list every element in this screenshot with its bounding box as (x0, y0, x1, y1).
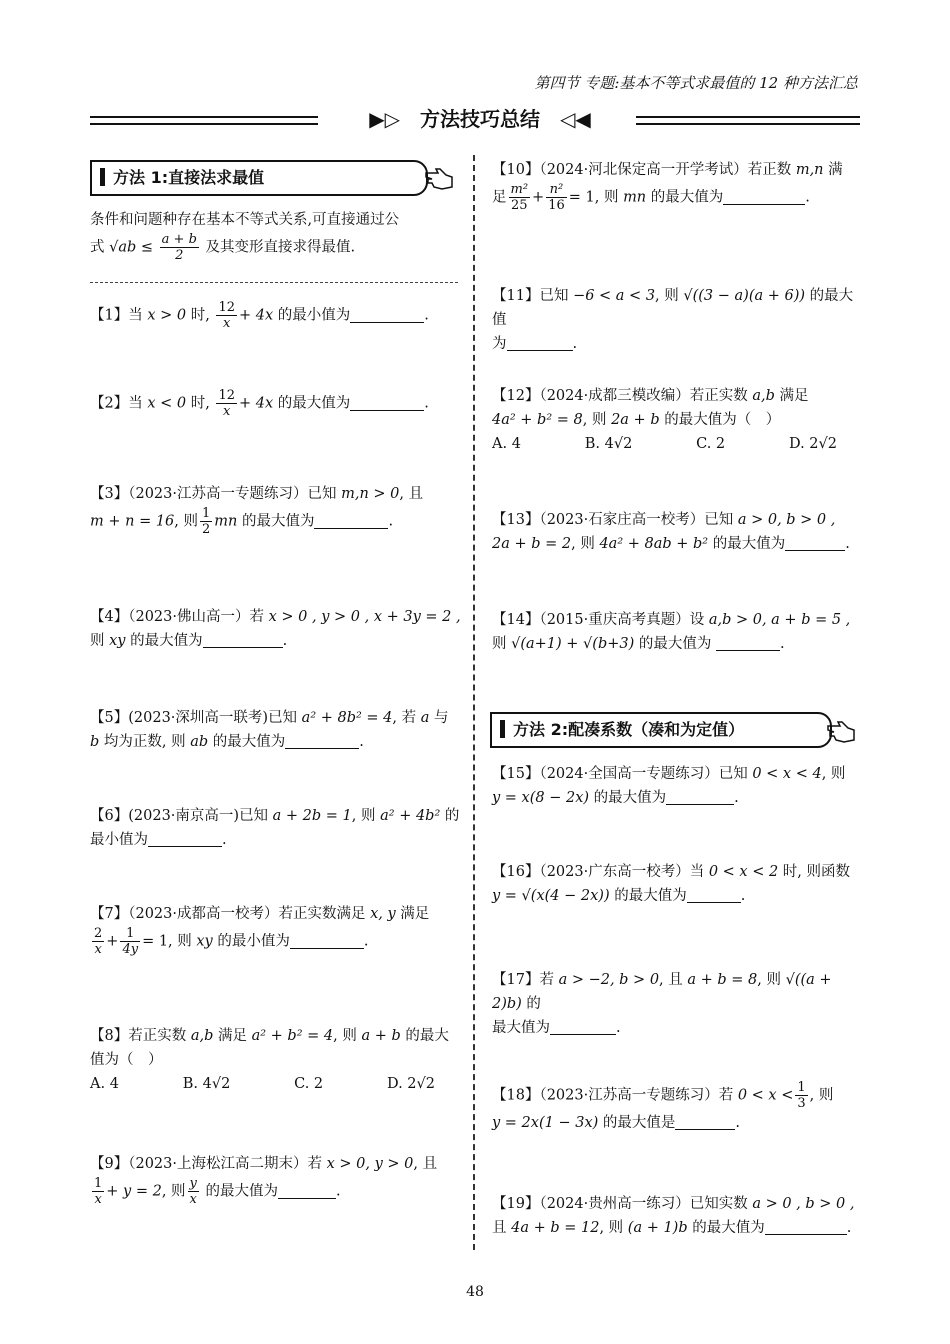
option-b[interactable]: B. 4√2 (584, 436, 633, 452)
column-divider (473, 155, 475, 1250)
banner-rule-left (90, 116, 318, 125)
method-1-box (90, 160, 428, 196)
answer-blank[interactable] (290, 932, 364, 949)
answer-blank[interactable] (687, 886, 741, 903)
banner-rule-right (636, 116, 860, 125)
answer-blank[interactable] (148, 830, 222, 847)
question-19: 【19】（2024·贵州高一练习）已知实数 a > 0 , b > 0 , 且 4a + b = 12, 则 (a + 1)b 的最大值为 . (492, 1196, 855, 1236)
question-13: 【13】（2023·石家庄高一校考）已知 a > 0, b > 0 , 2a + b = 2, 则 4a² + 8ab + b² 的最大值为 . (492, 512, 850, 552)
method-1-label: 方法 1:直接法求最值 (113, 168, 265, 187)
question-11: 【11】已知 −6 < a < 3, 则 √((3 − a)(a + 6)) 的最大值 为 . (492, 288, 854, 352)
method-bar-icon (100, 168, 105, 186)
answer-blank[interactable] (285, 732, 359, 749)
answer-blank[interactable] (716, 634, 780, 651)
banner-title: ▶▷ 方法技巧总结 ◁◀ (369, 107, 591, 131)
option-b[interactable]: B. 4√2 (182, 1076, 231, 1092)
question-18: 【18】（2023·江苏高一专题练习）若 0 < x < $\frac{1}{3}$ , 则 y = 2x(1 − 3x) 的最大值是 . (492, 1080, 834, 1131)
question-15: 【15】（2024·全国高一专题练习）已知 0 < x < 4, 则 y = x(8 − 2x) 的最大值为 . (492, 766, 846, 806)
question-14: 【14】（2015·重庆高考真题）设 a,b > 0, a + b = 5 , 则 √(a+1) + √(b+3) 的最大值为 . (492, 612, 851, 652)
dashed-separator (90, 282, 458, 283)
section-banner (90, 104, 860, 136)
question-1: 【1】当 x > 0 时, $\frac{12}{x}$ + 4x 的最小值为 . (90, 300, 429, 331)
answer-blank[interactable] (785, 534, 845, 551)
question-9: 【9】（2023·上海松江高二期末）若 x > 0, y > 0, 且 $\frac{1}{x}$ + y = 2, 则 $\frac{y}{x}$ 的最大值为 . (90, 1156, 438, 1207)
option-d[interactable]: D. 2√2 (788, 436, 837, 452)
pointing-hand-icon (826, 718, 856, 744)
answer-blank[interactable] (314, 512, 388, 529)
answer-blank[interactable] (350, 394, 424, 411)
options-row (90, 1072, 435, 1096)
question-10: 【10】（2024·河北保定高一开学考试）若正数 m,n 满 足 $\frac{\text{m²}}{25}$ + $\frac{\text{n²}}{16}$ = 1, 则 mn 的最大值为 . (492, 162, 843, 213)
question-4: 【4】（2023·佛山高一）若 x > 0 , y > 0 , x + 3y = 2 , 则 xy 的最大值为 . (90, 609, 461, 649)
question-16: 【16】（2023·广东高一校考）当 0 < x < 2 时, 则函数 y = √(x(4 − 2x)) 的最大值为 . (492, 864, 851, 904)
answer-blank[interactable] (723, 188, 805, 205)
answer-blank[interactable] (507, 334, 573, 351)
desc-prefix: 式 (90, 239, 105, 256)
question-2: 【2】当 x < 0 时, $\frac{12}{x}$ + 4x 的最大值为 . (90, 388, 429, 419)
answer-blank[interactable] (765, 1218, 847, 1235)
chapter-header: 第四节 专题:基本不等式求最值的 12 种方法汇总 (534, 74, 858, 92)
question-7: 【7】（2023·成都高一校考）若正实数满足 x, y 满足 $\frac{2}{x}$ + $\frac{1}{4y}$ = 1, 则 xy 的最小值为 . (90, 906, 430, 957)
question-8: 【8】若正实数 a,b 满足 a² + b² = 4, 则 a + b 的最大 值为（ ） A. 4 B. 4√2 C. 2 D. 2√2 (90, 1024, 462, 1096)
answer-blank[interactable] (278, 1182, 336, 1199)
formula-fraction: $\frac{a + b}{2}$ (161, 232, 197, 263)
option-d[interactable]: D. 2√2 (386, 1076, 435, 1092)
answer-blank[interactable] (666, 788, 734, 805)
formula-lhs: √ab ≤ (109, 239, 154, 256)
option-a[interactable]: A. 4 (492, 436, 521, 452)
question-6: 【6】(2023·南京高一)已知 a + 2b = 1, 则 a² + 4b² 的 最小值为 . (90, 808, 460, 848)
question-3: 【3】（2023·江苏高一专题练习）已知 m,n > 0, 且 m + n = 16, 则 $\frac{1}{2}$ mn 的最大值为 . (90, 486, 424, 537)
desc-suffix: 及其变形直接求得最值. (205, 239, 356, 256)
option-a[interactable]: A. 4 (90, 1076, 119, 1092)
question-5: 【5】(2023·深圳高一联考)已知 a² + 8b² = 4, 若 a 与 b 均为正数, 则 ab 的最大值为 . (90, 710, 449, 750)
method-2-label: 方法 2:配凑系数（凑和为定值） (513, 720, 745, 739)
answer-blank[interactable] (203, 631, 283, 648)
method-1-description (90, 208, 462, 263)
option-c[interactable]: C. 2 (294, 1076, 324, 1092)
answer-blank[interactable] (350, 306, 424, 323)
method-2-box (490, 712, 832, 748)
method-bar-icon (500, 720, 505, 738)
method-1-desc-line1: 条件和问题种存在基本不等式关系,可直接通过公 (90, 212, 400, 228)
page-number: 48 (466, 1284, 484, 1300)
pointing-hand-icon (424, 165, 454, 191)
question-17: 【17】若 a > −2, b > 0, 且 a + b = 8, 则 √((a + 2)b) 的 最大值为 . (492, 972, 832, 1036)
method-1-desc-line2 (90, 232, 462, 263)
answer-blank[interactable] (550, 1018, 616, 1035)
question-12: 【12】（2024·成都三模改编）若正实数 a,b 满足 4a² + b² = 8, 则 2a + b 的最大值为（ ） A. 4 B. 4√2 C. 2 D. 2√2 (492, 384, 864, 456)
answer-blank[interactable] (675, 1113, 735, 1130)
option-c[interactable]: C. 2 (696, 436, 726, 452)
options-row (492, 432, 837, 456)
